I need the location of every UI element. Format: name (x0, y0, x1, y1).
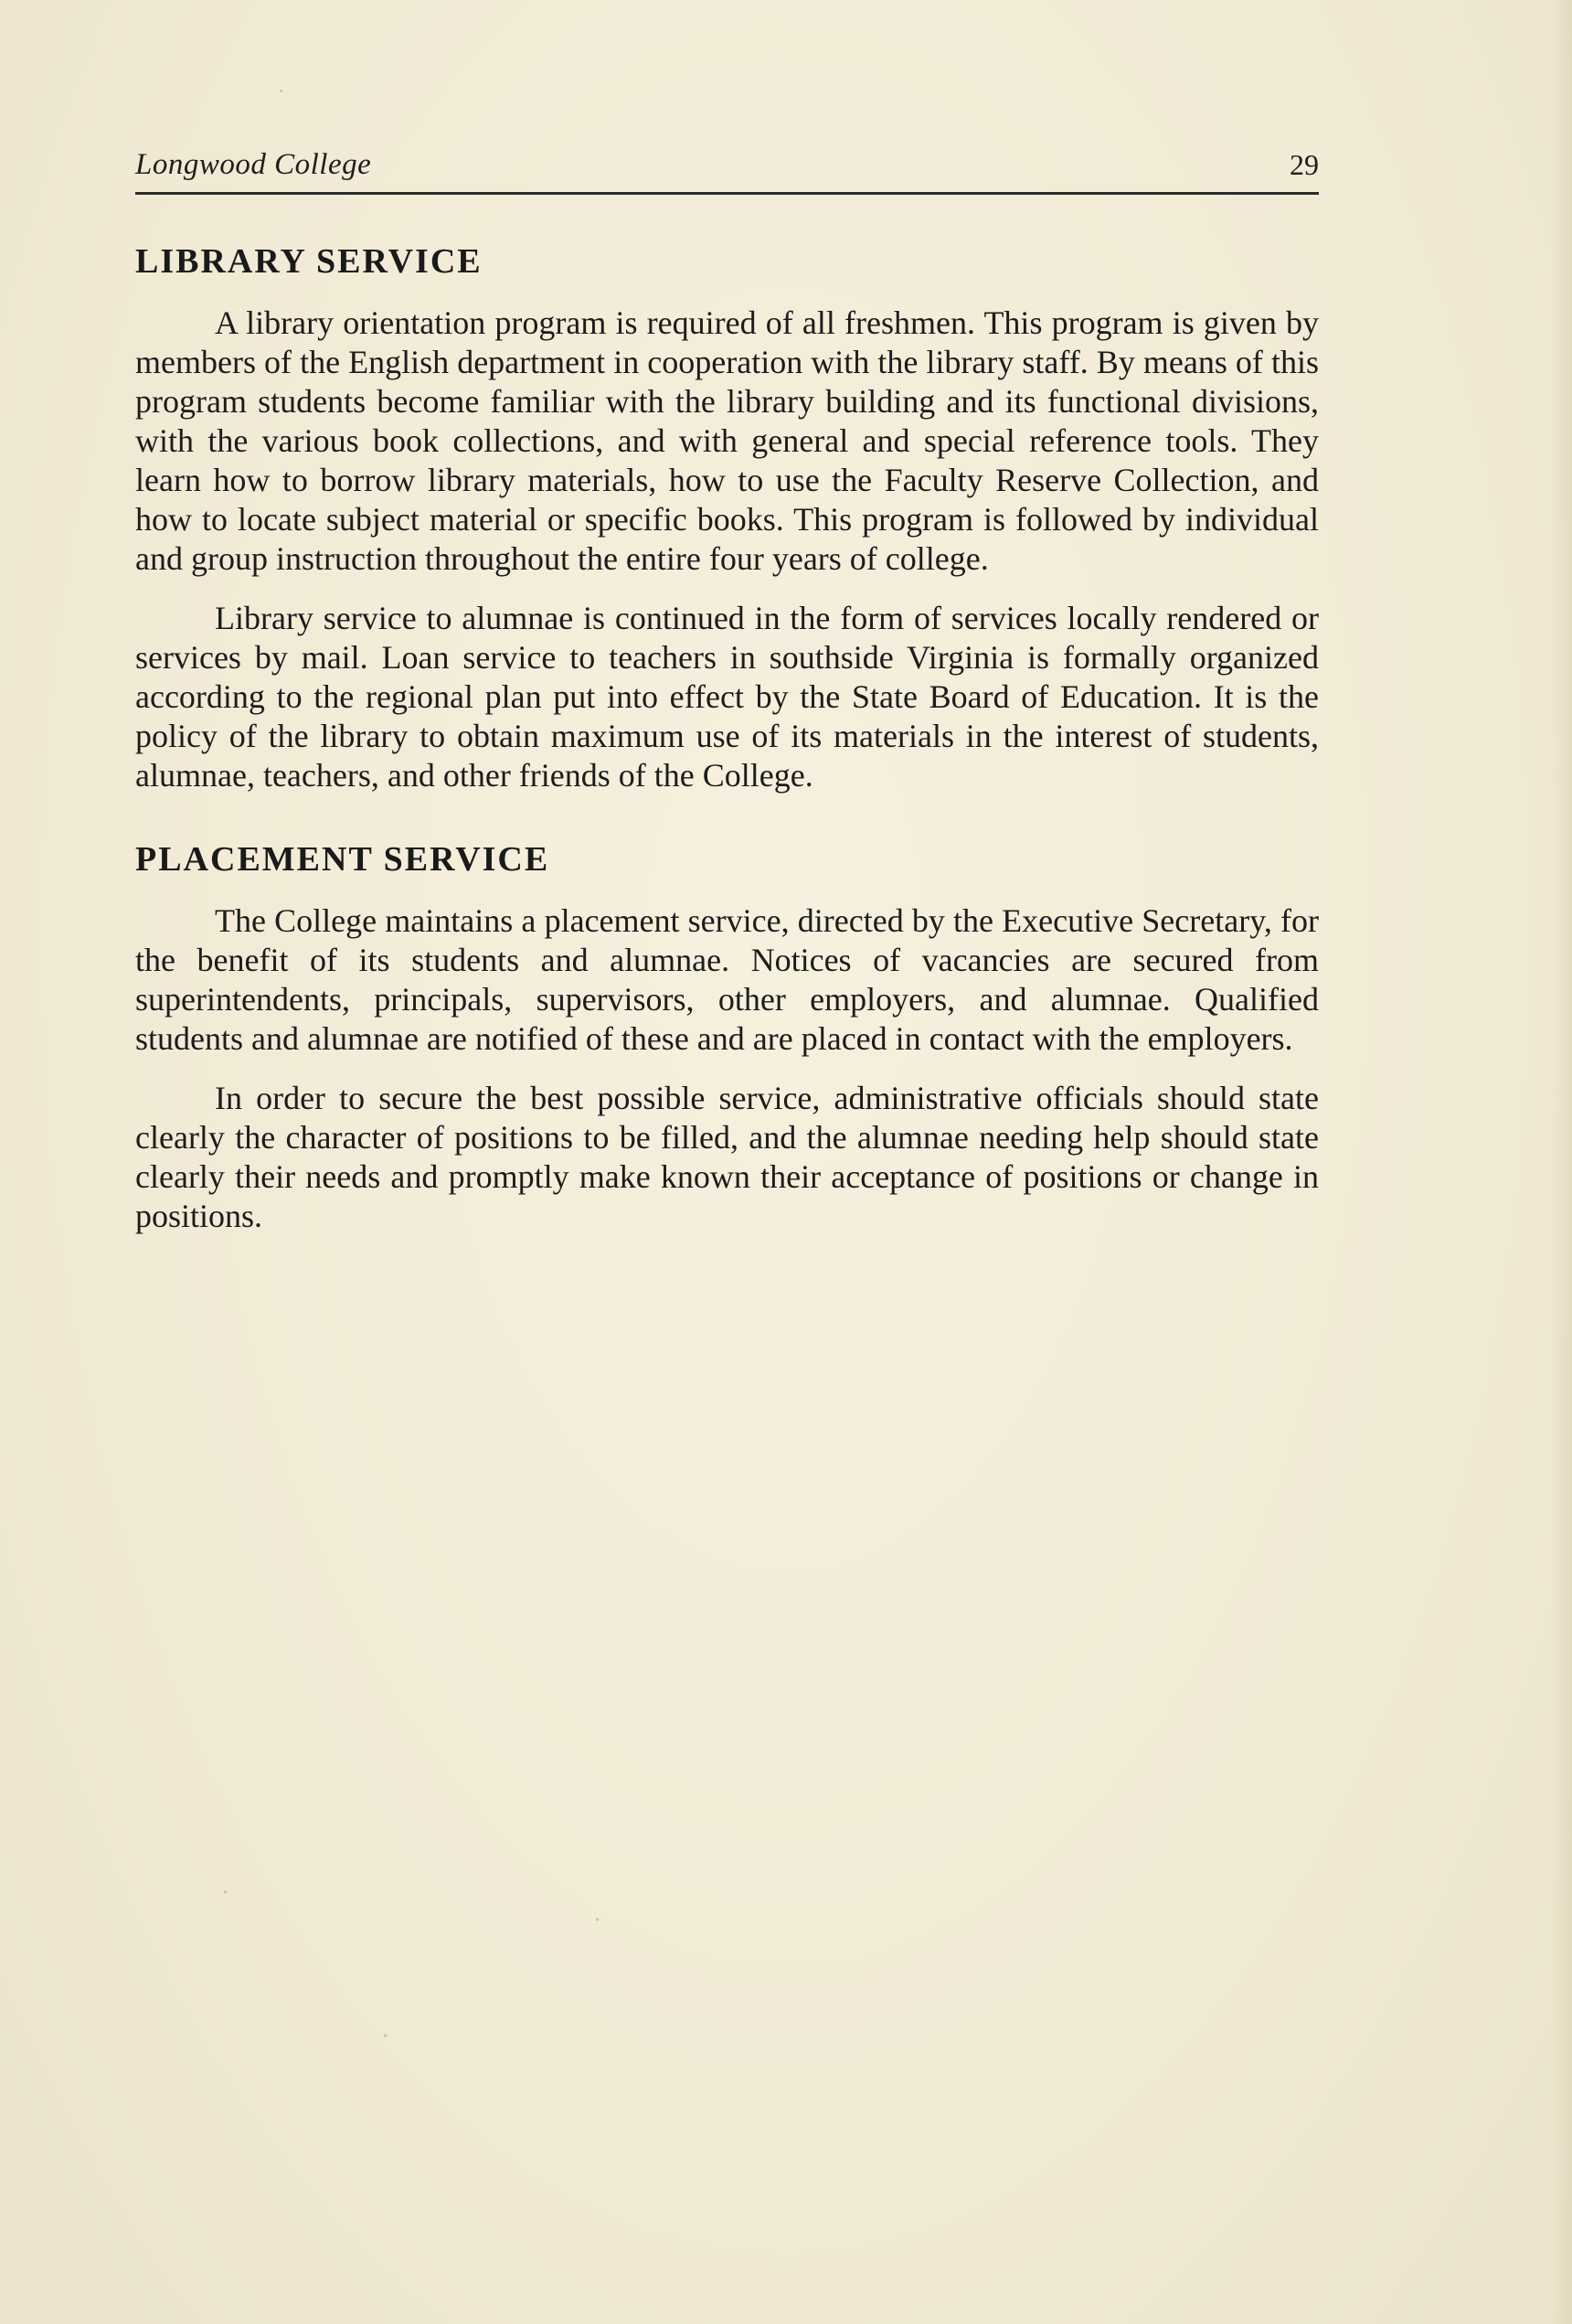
running-title: Longwood College (135, 148, 372, 181)
running-header (135, 141, 1319, 195)
placement-service-paragraph-1: The College maintains a placement service, directed by the Executive Secretary, for the benefit of its students and alumnae. Notices of vacancies are secured from superintendents, principals, supervisors, other employers, and alumnae. Qualified students and alumnae are notified of these and are placed in contact with the employers. (135, 902, 1319, 1057)
paper-speck (224, 1891, 227, 1893)
library-service-paragraph-2: Library service to alumnae is continued in the form of services locally rendered or services by mail. Loan service to teachers in southside Virginia is formally organized according to the regional plan put into effect by the State Board of Education. It is the policy of the library to obtain maximum use of its materials in the interest of students, alumnae, teachers, and other friends of the College. (135, 600, 1319, 794)
placement-service-paragraph-2: In order to secure the best possible service, administrative officials should state clearly the character of positions to be filled, and the alumnae needing help should state clearly their needs and promptly make known their acceptance of positions or change in positions. (135, 1080, 1319, 1234)
page-body (135, 240, 1319, 1236)
paper-speck (384, 2034, 387, 2037)
page-number: 29 (1290, 148, 1319, 181)
placement-service-section (135, 837, 1319, 1236)
paper-speck (280, 90, 282, 92)
page-edge-shadow (1552, 0, 1572, 2324)
library-service-section (135, 240, 1319, 795)
paper-speck (596, 1918, 599, 1921)
library-service-paragraph-1: A library orientation program is required of all freshmen. This program is given by members of the English department in cooperation with the library staff. By means of this program students become familiar with the library building and its functional divisions, with the various book collections, and with general and special reference tools. They learn how to borrow library materials, how to use the Faculty Reserve Collection, and how to locate subject material or specific books. This program is followed by individual and group instruction throughout the entire four years of college. (135, 304, 1319, 577)
placement-service-heading: PLACEMENT SERVICE (135, 840, 550, 879)
library-service-heading: LIBRARY SERVICE (135, 242, 483, 281)
